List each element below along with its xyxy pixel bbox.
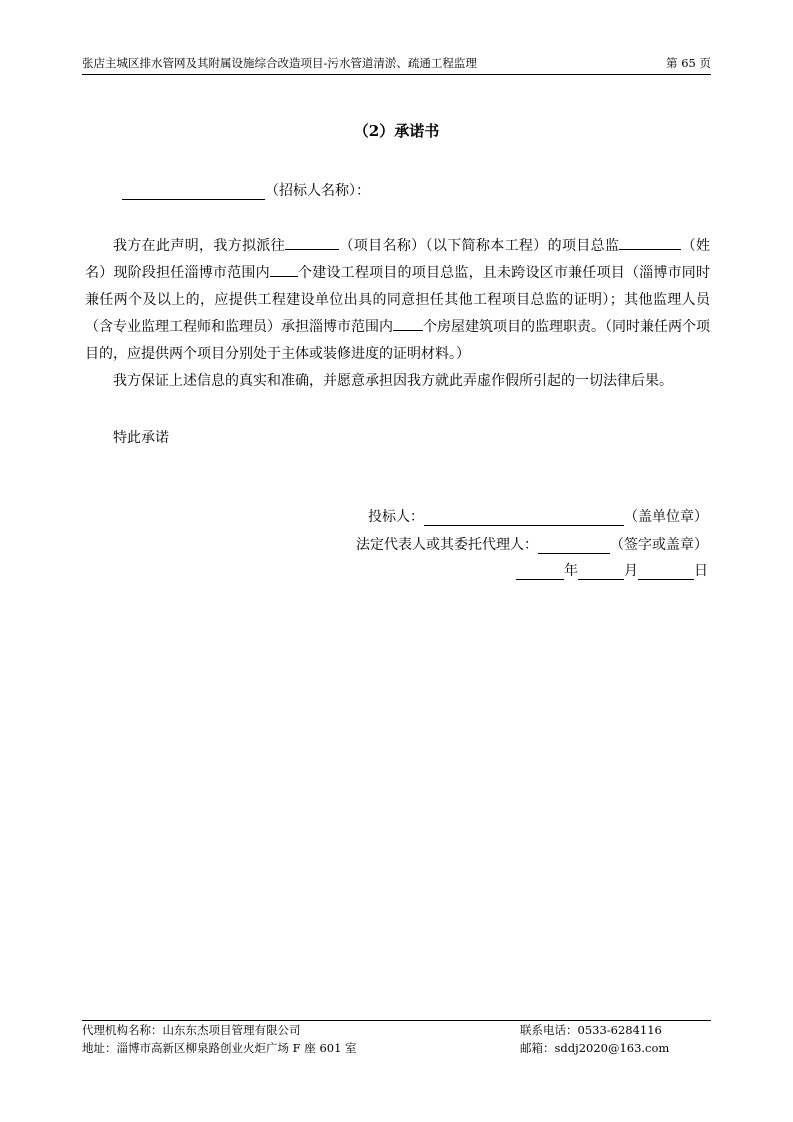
statement-paragraph (85, 233, 710, 368)
representative-label: 法定代表人或其委托代理人： (356, 537, 538, 553)
header-project-title: 张店主城区排水管网及其附属设施综合改造项目-污水管道清淤、疏通工程监理 (82, 56, 477, 70)
tenderer-name-blank[interactable] (122, 183, 265, 200)
bidder-blank[interactable] (424, 509, 624, 526)
page-title: （2）承诺书 (353, 122, 440, 140)
date-line (516, 560, 708, 580)
agency-address: 地址：淄博市高新区柳泉路创业火炬广场 F 座 601 室 (82, 1041, 357, 1055)
project-name-blank[interactable] (285, 234, 339, 250)
statement-text-5: 个房屋建筑项目的监理职责。（同时兼任两个项目的，应提供两个项目分别处于主体或装修进度的证明材料。） (85, 319, 710, 362)
bidder-note: （盖单位章） (624, 509, 708, 525)
statement-text-2: （项目名称）（以下简称本工程）的项目总监 (339, 238, 620, 254)
statement-text-1: 我方在此声明，我方拟派往 (113, 238, 286, 254)
staff-project-count-blank[interactable] (393, 315, 423, 331)
footer-row-2 (82, 1039, 711, 1057)
guarantee-paragraph: 我方保证上述信息的真实和准确，并愿意承担因我方就此弄虚作假所引起的一切法律后果。 (113, 373, 673, 389)
representative-note: （签字或盖章） (610, 537, 708, 553)
bidder-signature-line (368, 506, 708, 526)
statement-text-4: 个建设工程项目的项目总监，且未跨设区市兼任项目（淄博市同时兼任两个及以上的，应提供工程建设单位出具的同意担任其他工程项目总监的证明）；其他监理人员（含专业监理工程师和监理员）承担淄博市范围内 (85, 265, 711, 335)
agency-name: 代理机构名称：山东东杰项目管理有限公司 (82, 1023, 301, 1037)
addressee-line (122, 180, 370, 200)
month-label: 月 (624, 563, 638, 579)
addressee-suffix: （招标人名称）： (265, 183, 370, 199)
statement-body (85, 233, 710, 395)
year-blank[interactable] (516, 563, 564, 580)
closing-text: 特此承诺 (113, 430, 169, 446)
page-footer (82, 1020, 711, 1057)
day-label: 日 (694, 563, 708, 579)
page-header (82, 54, 711, 75)
statement-text-3: （姓名）现阶段担任淄博市范围内 (85, 238, 711, 281)
director-name-blank[interactable] (619, 234, 681, 250)
representative-blank[interactable] (538, 537, 610, 554)
contact-phone: 联系电话：0533-6284116 (520, 1023, 662, 1037)
year-label: 年 (564, 563, 578, 579)
day-blank[interactable] (638, 563, 694, 580)
director-project-count-blank[interactable] (270, 261, 298, 277)
footer-row-1 (82, 1021, 711, 1039)
representative-signature-line (356, 534, 708, 554)
bidder-label: 投标人： (368, 509, 424, 525)
contact-email: 邮箱：sddj2020@163.com (520, 1041, 670, 1055)
page-number: 第 65 页 (666, 56, 711, 70)
month-blank[interactable] (578, 563, 624, 580)
